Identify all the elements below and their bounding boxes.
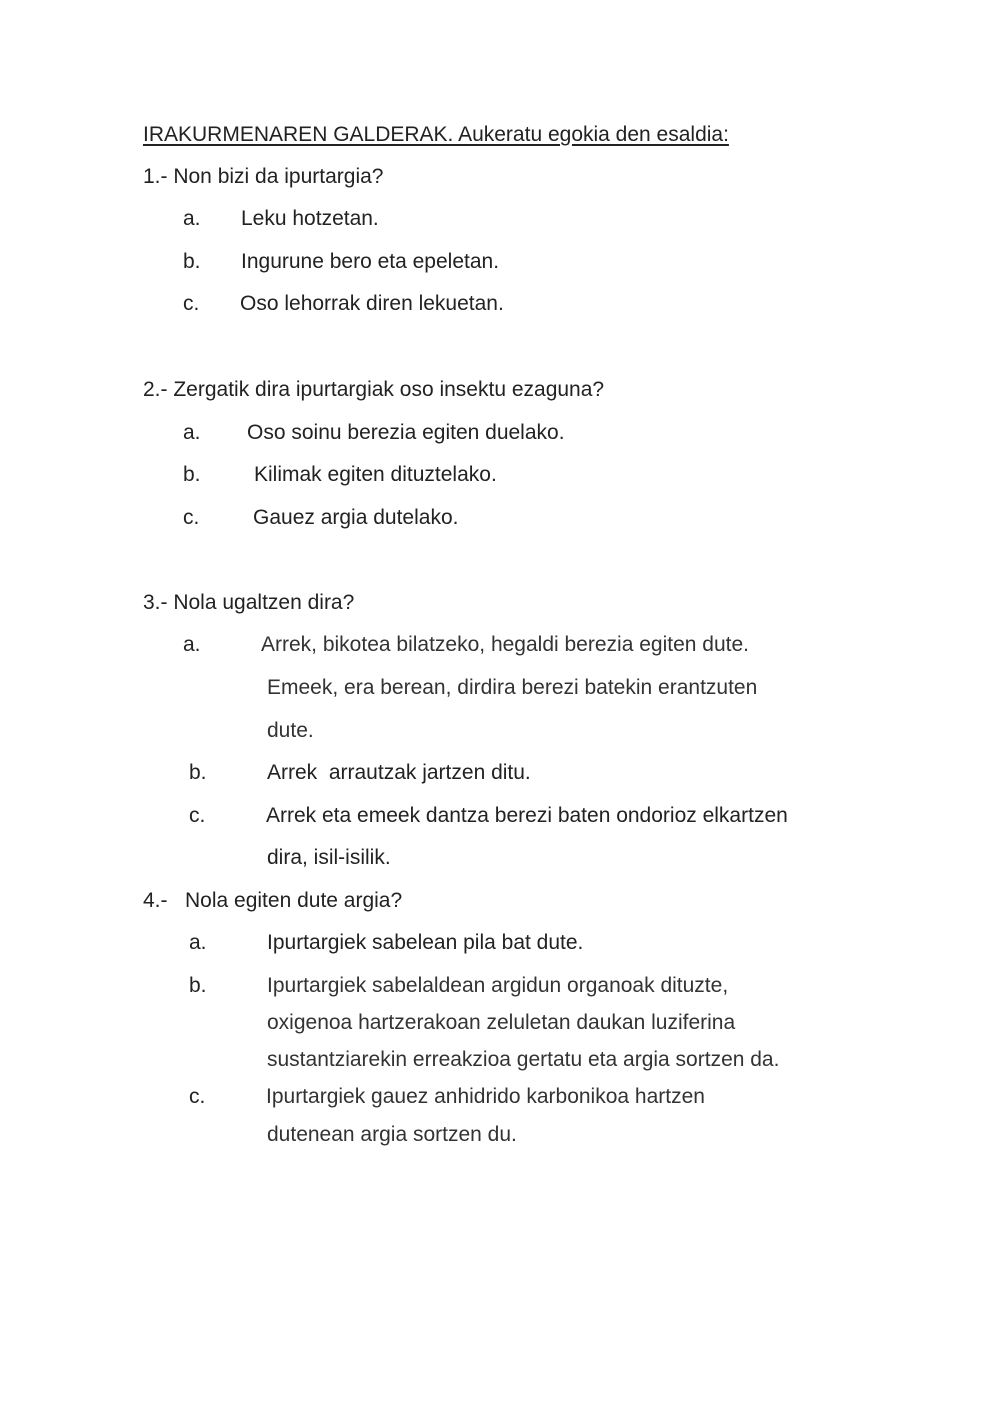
question-4-option-b-text-line-2: oxigenoa hartzerakoan zeluletan daukan luziferina bbox=[267, 1011, 736, 1034]
question-2-option-a-text: Oso soinu berezia egiten duelako. bbox=[247, 421, 565, 444]
question-1-option-b-text: Ingurune bero eta epeletan. bbox=[241, 250, 500, 273]
question-1-option-a-letter: a. bbox=[183, 207, 201, 230]
question-3: 3.- Nola ugaltzen dira? bbox=[143, 591, 355, 614]
question-2-option-a-letter: a. bbox=[183, 421, 201, 444]
question-4-option-c-letter: c. bbox=[189, 1085, 206, 1108]
question-4-option-b-text-line-3: sustantziarekin erreakzioa gertatu eta argia sortzen da. bbox=[267, 1048, 780, 1071]
question-2-option-b-text: Kilimak egiten dituztelako. bbox=[254, 463, 497, 486]
question-3-option-c-letter: c. bbox=[189, 804, 206, 827]
question-4: 4.- Nola egiten dute argia? bbox=[143, 889, 403, 912]
question-2-option-b-letter: b. bbox=[183, 463, 201, 486]
question-1-option-a-text: Leku hotzetan. bbox=[241, 207, 379, 230]
question-3-option-b-text: Arrek arrautzak jartzen ditu. bbox=[267, 761, 531, 784]
question-4-option-a-text: Ipurtargiek sabelean pila bat dute. bbox=[267, 931, 584, 954]
question-4-option-c-text-line-2: dutenean argia sortzen du. bbox=[267, 1123, 517, 1146]
question-3-option-b-letter: b. bbox=[189, 761, 207, 784]
question-4-option-a-letter: a. bbox=[189, 931, 207, 954]
question-1-option-c-text: Oso lehorrak diren lekuetan. bbox=[240, 292, 504, 315]
question-3-option-a-text-line-1: Arrek, bikotea bilatzeko, hegaldi berezia egiten dute. bbox=[261, 633, 749, 656]
question-3-option-a-text-line-3: dute. bbox=[267, 719, 314, 742]
question-3-option-a-letter: a. bbox=[183, 633, 201, 656]
question-2: 2.- Zergatik dira ipurtargiak oso insektu ezaguna? bbox=[143, 378, 605, 401]
question-4-option-c-text-line-1: Ipurtargiek gauez anhidrido karbonikoa hartzen bbox=[266, 1085, 705, 1108]
question-2-option-c-letter: c. bbox=[183, 506, 200, 529]
page-title: IRAKURMENAREN GALDERAK. Aukeratu egokia den esaldia: bbox=[143, 123, 729, 146]
question-4-option-b-letter: b. bbox=[189, 974, 207, 997]
question-3-option-a-text-line-2: Emeek, era berean, dirdira berezi batekin erantzuten bbox=[267, 676, 758, 699]
question-3-option-c-text-line-1: Arrek eta emeek dantza berezi baten ondorioz elkartzen bbox=[266, 804, 788, 827]
question-4-option-b-text-line-1: Ipurtargiek sabelaldean argidun organoak dituzte, bbox=[267, 974, 729, 997]
question-1-option-b-letter: b. bbox=[183, 250, 201, 273]
question-1: 1.- Non bizi da ipurtargia? bbox=[143, 165, 384, 188]
question-3-option-c-text-line-2: dira, isil-isilik. bbox=[267, 846, 391, 869]
question-1-option-c-letter: c. bbox=[183, 292, 200, 315]
question-2-option-c-text: Gauez argia dutelako. bbox=[253, 506, 459, 529]
